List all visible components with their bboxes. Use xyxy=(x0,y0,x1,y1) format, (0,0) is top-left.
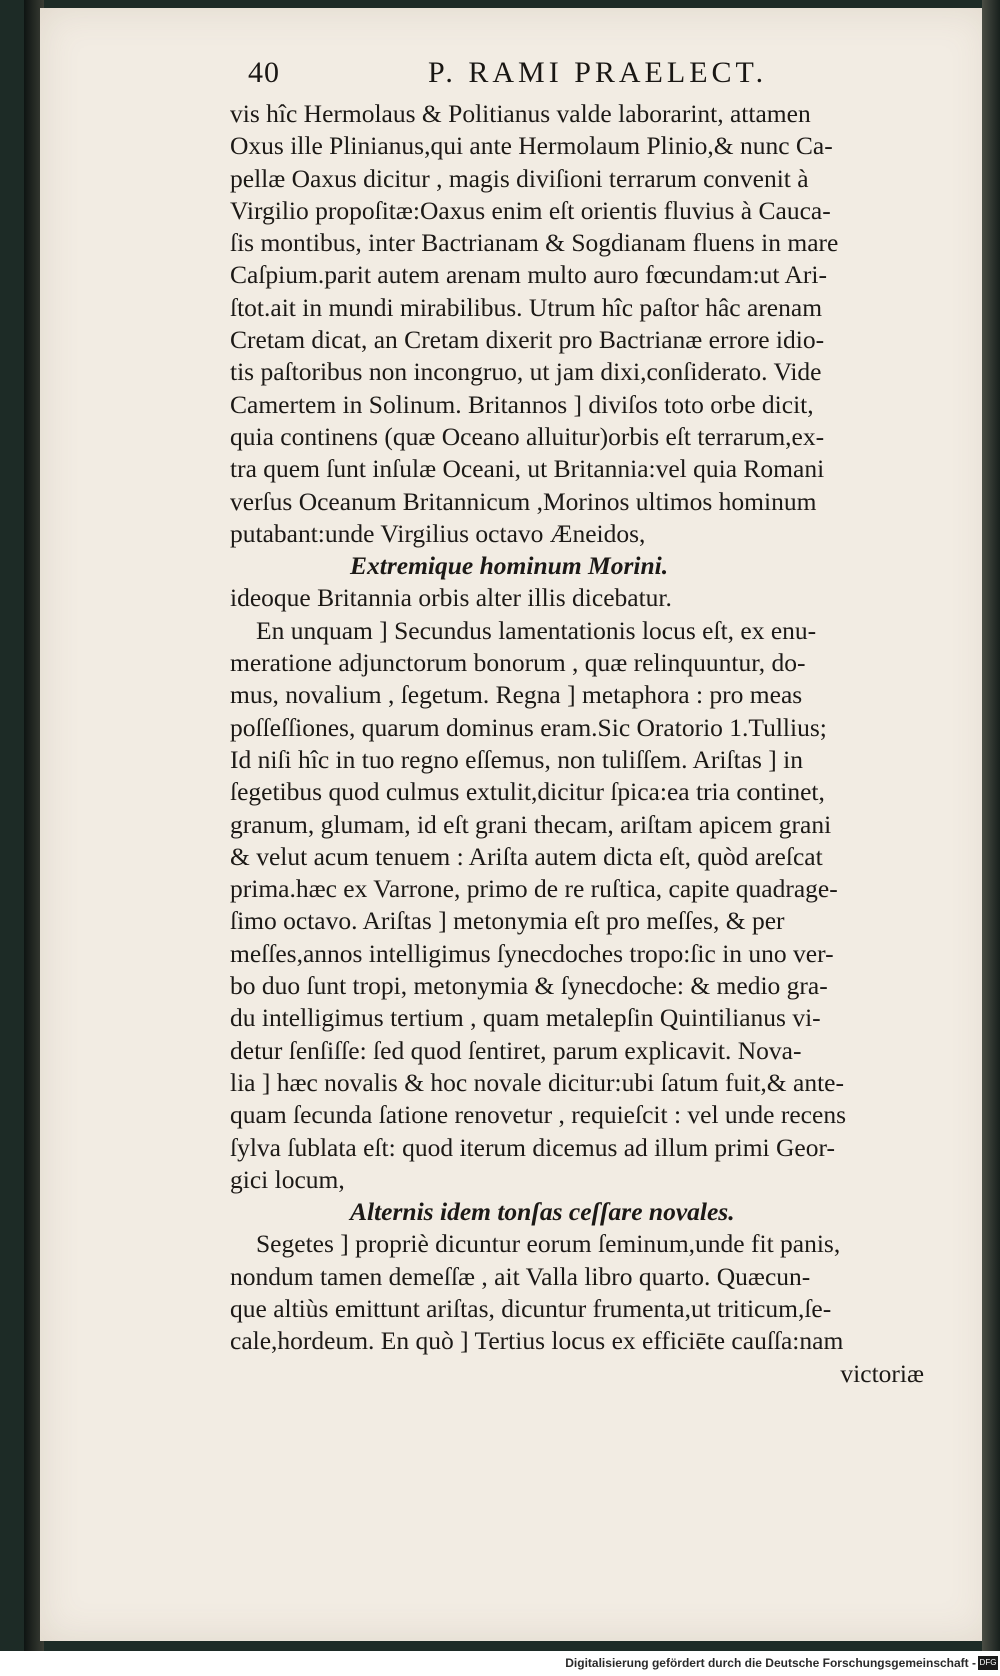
text-line: ſimo octavo. Ariſtas ] metonymia eſt pro meſſes, & per xyxy=(230,906,785,936)
text-line: bo duo ſunt tropi, metonymia & ſynecdoche: & medio gra- xyxy=(230,971,828,1001)
text-line: prima.hæc ex Varrone, primo de re ruſtica, capite quadrage- xyxy=(230,874,838,904)
text-line: nondum tamen demeſſæ , ait Valla libro quarto. Quæcun- xyxy=(230,1261,811,1291)
text-line: detur ſenſiſſe: ſed quod ſentiret, parum explicavit. Nova- xyxy=(230,1035,802,1065)
text-block xyxy=(230,98,930,1390)
text-line: que altiùs emittunt ariſtas, dicuntur frumenta,ut triticum,ſe- xyxy=(230,1293,832,1323)
text-line: quam ſecunda ſatione renovetur , requieſcit : vel unde recens xyxy=(230,1100,846,1130)
verse-quotation: Alternis idem tonſas ceſſare novales. xyxy=(350,1197,735,1227)
dfg-logo-icon: DFG xyxy=(978,1656,998,1670)
text-line: ideoque Britannia orbis alter illis dicebatur. xyxy=(230,583,672,613)
text-line: gici locum, xyxy=(230,1164,345,1194)
text-line: tis paſtoribus non incongruo, ut jam dixi,conſiderato. Vide xyxy=(230,357,822,387)
text-line: meratione adjunctorum bonorum , quæ relinquuntur, do- xyxy=(230,648,806,678)
text-line: quia continens (quæ Oceano alluitur)orbis eſt terrarum,ex- xyxy=(230,421,825,451)
page-number: 40 xyxy=(248,56,280,89)
text-line: putabant:unde Virgilius octavo Æneidos, xyxy=(230,518,646,548)
text-line: Segetes ] propriè dicuntur eorum ſeminum,unde fit panis, xyxy=(256,1229,841,1259)
text-line: vis hîc Hermolaus & Politianus valde laborarint, attamen xyxy=(230,99,811,128)
text-line: granum, glumam, id eſt grani thecam, ariſtam apicem grani xyxy=(230,809,832,839)
text-line: tra quem ſunt inſulæ Oceani, ut Britannia:vel quia Romani xyxy=(230,454,825,484)
text-line: Caſpium.parit autem arenam multo auro fœcundam:ut Ari- xyxy=(230,260,827,290)
text-line: poſſeſſiones, quarum dominus eram.Sic Oratorio 1.Tullius; xyxy=(230,712,827,742)
catchword: victoriæ xyxy=(840,1358,924,1388)
text-line: Oxus ille Plinianus,qui ante Hermolaum Plinio,& nunc Ca- xyxy=(230,131,833,161)
text-line: meſſes,annos intelligimus ſynecdoches tropo:ſic in uno ver- xyxy=(230,938,834,968)
text-line: Camertem in Solinum. Britannos ] diviſos toto orbe dicit, xyxy=(230,389,814,419)
text-line: du intelligimus tertium , quam metalepſin Quintilianus vi- xyxy=(230,1003,821,1033)
text-line: & velut acum tenuem : Ariſta autem dicta eſt, quòd areſcat xyxy=(230,841,823,871)
text-line: ſegetibus quod culmus extulit,dicitur ſpica:ea tria continet, xyxy=(230,777,825,807)
text-line: Virgilio propoſitæ:Oaxus enim eſt orientis fluvius à Cauca- xyxy=(230,195,831,225)
text-line: lia ] hæc novalis & hoc novale dicitur:ubi ſatum fuit,& ante- xyxy=(230,1067,844,1097)
text-line: Id niſi hîc in tuo regno eſſemus, non tuliſſem. Ariſtas ] in xyxy=(230,744,803,774)
scan-right-band xyxy=(982,0,1000,1651)
running-title: P. RAMI PRAELECT. xyxy=(428,56,768,89)
text-line: Cretam dicat, an Cretam dixerit pro Bactrianæ errore idio- xyxy=(230,325,825,355)
text-line: verſus Oceanum Britannicum ,Morinos ultimos hominum xyxy=(230,486,817,516)
text-line: pellæ Oaxus dicitur , magis diviſioni terrarum convenit à xyxy=(230,163,809,193)
text-line: En unquam ] Secundus lamentationis locus eſt, ex enu- xyxy=(256,615,817,645)
text-line: mus, novalium , ſegetum. Regna ] metaphora : pro meas xyxy=(230,680,803,710)
text-line: ſylva ſublata eſt: quod iterum dicemus ad illum primi Geor- xyxy=(230,1132,835,1162)
text-line: ſtot.ait in mundi mirabilibus. Utrum hîc paſtor hâc arenam xyxy=(230,292,823,322)
funding-credit: Digitalisierung gefördert durch die Deutsche Forschungsgemeinschaft - xyxy=(565,1656,976,1670)
running-header xyxy=(248,56,938,96)
text-line: ſis montibus, inter Bactrianam & Sogdianam fluens in mare xyxy=(230,228,839,258)
verse-quotation: Extremique hominum Morini. xyxy=(350,551,669,581)
text-line: cale,hordeum. En quò ] Tertius locus ex efficiēte cauſſa:nam xyxy=(230,1326,844,1356)
footer-bar xyxy=(0,1651,1000,1676)
